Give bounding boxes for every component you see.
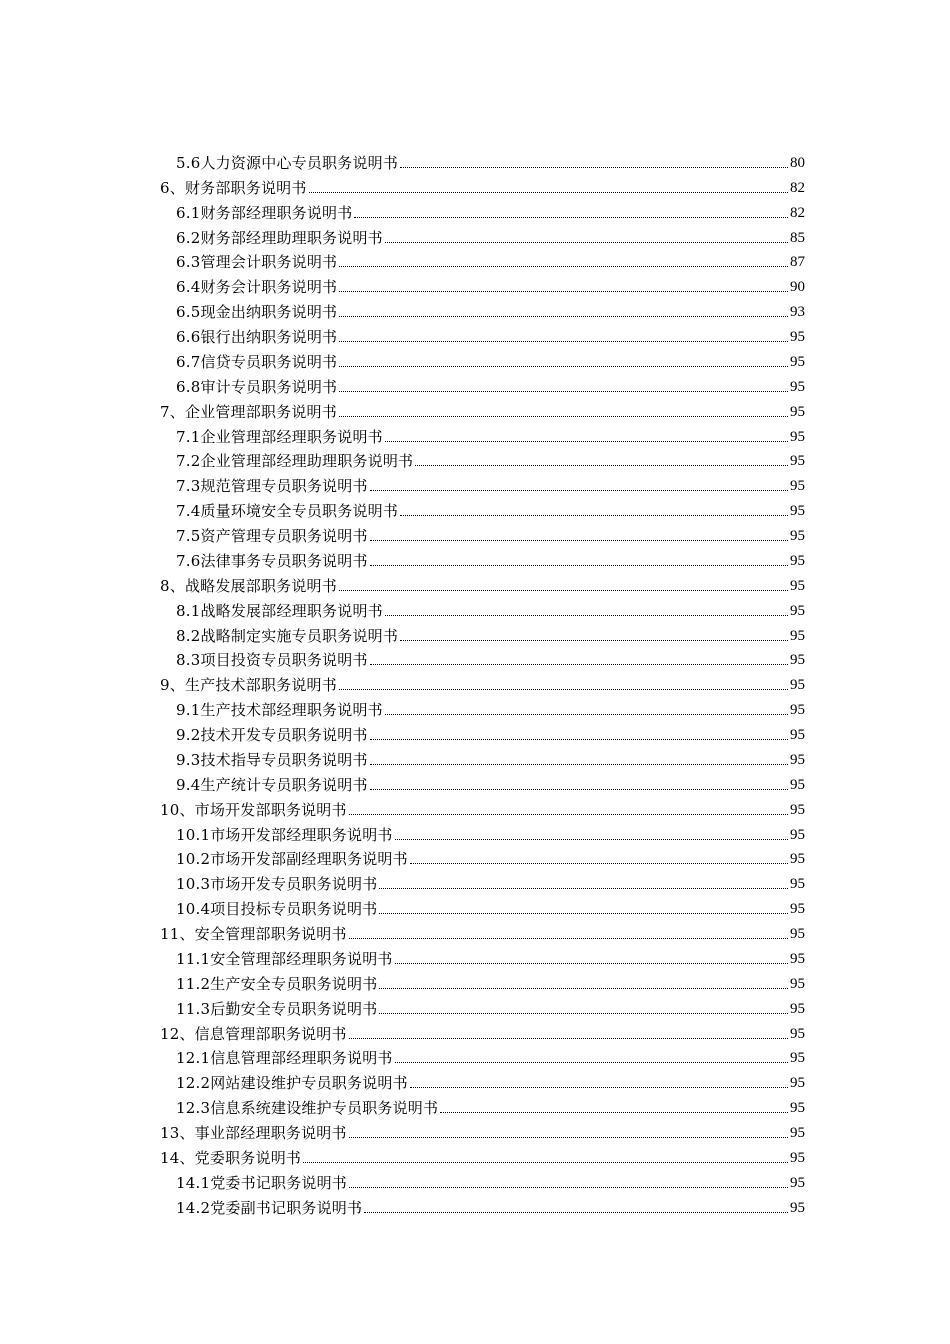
toc-entry[interactable] bbox=[160, 1143, 805, 1168]
toc-page-number: 95 bbox=[790, 453, 805, 470]
toc-page-number: 95 bbox=[790, 428, 805, 445]
dot-leader bbox=[339, 390, 788, 392]
toc-entry[interactable] bbox=[160, 695, 805, 720]
toc-entry-title: 6.7信贷专员职务说明书 bbox=[176, 352, 338, 371]
toc-page-number: 95 bbox=[790, 577, 805, 594]
dot-leader bbox=[379, 912, 788, 914]
toc-entry[interactable] bbox=[160, 621, 805, 646]
dot-leader bbox=[303, 1161, 788, 1163]
dot-leader bbox=[385, 241, 788, 243]
toc-entry-title: 7.5资产管理专员职务说明书 bbox=[176, 527, 368, 545]
toc-entry[interactable] bbox=[160, 397, 805, 422]
toc-entry[interactable] bbox=[160, 1068, 805, 1093]
toc-entry[interactable] bbox=[160, 869, 805, 894]
toc-entry-title: 13、事业部经理职务说明书 bbox=[160, 1124, 347, 1142]
toc-entry[interactable] bbox=[160, 297, 805, 322]
toc-page-number: 95 bbox=[790, 1075, 805, 1092]
toc-page-number: 95 bbox=[790, 403, 805, 420]
toc-page-number: 95 bbox=[790, 1050, 805, 1067]
toc-entry[interactable] bbox=[160, 894, 805, 919]
toc-entry-title: 7.6法律事务专员职务说明书 bbox=[176, 551, 368, 570]
toc-entry[interactable] bbox=[160, 670, 805, 695]
dot-leader bbox=[339, 290, 788, 292]
toc-entry-title: 9.2技术开发专员职务说明书 bbox=[176, 726, 368, 744]
toc-entry[interactable] bbox=[160, 447, 805, 472]
toc-entry-title: 6.4财务会计职务说明书 bbox=[176, 278, 338, 297]
toc-page-number: 95 bbox=[790, 950, 805, 967]
toc-entry-title: 9、生产技术部职务说明书 bbox=[160, 676, 337, 695]
toc-entry-title: 12.2网站建设维护专员职务说明书 bbox=[176, 1074, 408, 1093]
toc-entry-title: 6、财务部职务说明书 bbox=[160, 178, 307, 197]
dot-leader bbox=[385, 440, 788, 442]
toc-entry-title: 8、战略发展部职务说明书 bbox=[160, 576, 337, 595]
toc-entry[interactable] bbox=[160, 521, 805, 546]
toc-entry-title: 12、信息管理部职务说明书 bbox=[160, 1024, 347, 1043]
toc-entry[interactable] bbox=[160, 347, 805, 372]
dot-leader bbox=[339, 315, 788, 317]
toc-entry-title: 10.4项目投标专员职务说明书 bbox=[176, 900, 378, 919]
toc-entry-title: 8.2战略制定实施专员职务说明书 bbox=[176, 626, 399, 645]
toc-page-number: 95 bbox=[790, 528, 805, 544]
toc-entry[interactable] bbox=[160, 969, 805, 994]
toc-entry-title: 9.3技术指导专员职务说明书 bbox=[176, 750, 368, 769]
dot-leader bbox=[349, 937, 788, 939]
toc-page-number: 95 bbox=[790, 627, 805, 644]
toc-page-number: 95 bbox=[790, 801, 805, 818]
toc-entry[interactable] bbox=[160, 745, 805, 770]
toc-entry-title: 14、党委职务说明书 bbox=[160, 1148, 302, 1167]
toc-page-number: 95 bbox=[790, 677, 805, 694]
toc-entry-title: 7、企业管理部职务说明书 bbox=[160, 402, 337, 421]
toc-entry[interactable] bbox=[160, 1193, 805, 1218]
toc-entry[interactable] bbox=[160, 1019, 805, 1044]
toc-entry[interactable] bbox=[160, 272, 805, 297]
toc-entry[interactable] bbox=[160, 471, 805, 496]
toc-entry-title: 6.6银行出纳职务说明书 bbox=[176, 328, 338, 346]
toc-page-number: 95 bbox=[790, 826, 805, 843]
toc-entry-title: 10.2市场开发部副经理职务说明书 bbox=[176, 850, 408, 869]
toc-entry[interactable] bbox=[160, 1093, 805, 1118]
toc-entry[interactable] bbox=[160, 223, 805, 248]
dot-leader bbox=[349, 1136, 788, 1138]
toc-entry-title: 6.5现金出纳职务说明书 bbox=[176, 303, 338, 322]
toc-entry-title: 8.1战略发展部经理职务说明书 bbox=[176, 601, 383, 620]
dot-leader bbox=[339, 265, 788, 267]
toc-entry-title: 10.1市场开发部经理职务说明书 bbox=[176, 825, 393, 844]
toc-page-number: 95 bbox=[790, 702, 805, 719]
toc-entry[interactable] bbox=[160, 944, 805, 969]
toc-entry-title: 7.4质量环境安全专员职务说明书 bbox=[176, 502, 399, 521]
toc-page-number: 95 bbox=[790, 851, 805, 868]
dot-leader bbox=[415, 464, 788, 466]
toc-page-number: 95 bbox=[790, 652, 805, 669]
toc-page-number: 95 bbox=[790, 1149, 805, 1166]
toc-entry[interactable] bbox=[160, 596, 805, 621]
dot-leader bbox=[354, 216, 788, 218]
dot-leader bbox=[410, 862, 788, 864]
toc-page-number: 85 bbox=[790, 229, 805, 246]
dot-leader bbox=[349, 813, 788, 815]
toc-page-number: 95 bbox=[790, 776, 805, 793]
dot-leader bbox=[410, 1086, 788, 1088]
dot-leader bbox=[370, 663, 788, 665]
toc-page-number: 95 bbox=[790, 1000, 805, 1017]
dot-leader bbox=[339, 688, 788, 690]
dot-leader bbox=[385, 713, 788, 715]
toc-page-number: 95 bbox=[790, 602, 805, 619]
toc-entry[interactable] bbox=[160, 845, 805, 870]
toc-entry[interactable] bbox=[160, 820, 805, 845]
toc-entry[interactable] bbox=[160, 322, 805, 347]
dot-leader bbox=[364, 1211, 788, 1213]
toc-entry[interactable] bbox=[160, 571, 805, 596]
toc-page-number: 95 bbox=[790, 727, 805, 743]
toc-page-number: 90 bbox=[790, 279, 805, 296]
toc-entry-title: 12.1信息管理部经理职务说明书 bbox=[176, 1049, 393, 1068]
toc-entry-title: 9.1生产技术部经理职务说明书 bbox=[176, 701, 383, 720]
toc-page-number: 95 bbox=[790, 901, 805, 918]
toc-page-number: 80 bbox=[790, 154, 805, 171]
toc-entry[interactable] bbox=[160, 1044, 805, 1069]
dot-leader bbox=[339, 340, 788, 342]
toc-page-number: 87 bbox=[790, 254, 805, 271]
dot-leader bbox=[370, 489, 788, 491]
toc-entry-title: 7.3规范管理专员职务说明书 bbox=[176, 477, 368, 496]
toc-entry-title: 6.1财务部经理职务说明书 bbox=[176, 203, 353, 222]
toc-entry[interactable] bbox=[160, 148, 805, 173]
toc-entry-title: 9.4生产统计专员职务说明书 bbox=[176, 775, 368, 794]
dot-leader bbox=[440, 1111, 788, 1113]
toc-entry[interactable] bbox=[160, 919, 805, 944]
toc-entry[interactable] bbox=[160, 422, 805, 447]
dot-leader bbox=[349, 1037, 788, 1039]
toc-entry[interactable] bbox=[160, 173, 805, 198]
toc-page-number: 93 bbox=[790, 304, 805, 321]
toc-entry[interactable] bbox=[160, 372, 805, 397]
dot-leader bbox=[370, 738, 788, 740]
toc-entry[interactable] bbox=[160, 994, 805, 1019]
toc-page-number: 95 bbox=[790, 975, 805, 992]
toc-entry[interactable] bbox=[160, 795, 805, 820]
dot-leader bbox=[400, 514, 788, 516]
toc-page-number: 95 bbox=[790, 353, 805, 370]
toc-page-number: 95 bbox=[790, 1199, 805, 1216]
dot-leader bbox=[339, 589, 788, 591]
dot-leader bbox=[400, 166, 788, 168]
toc-entry[interactable] bbox=[160, 1118, 805, 1143]
toc-entry-title: 11.1安全管理部经理职务说明书 bbox=[176, 949, 393, 968]
toc-page-number: 95 bbox=[790, 926, 805, 942]
toc-entry-title: 10、市场开发部职务说明书 bbox=[160, 800, 347, 819]
toc-entry[interactable] bbox=[160, 720, 805, 745]
toc-entry-title: 11、安全管理部职务说明书 bbox=[160, 925, 347, 943]
toc-entry-title: 7.2企业管理部经理助理职务说明书 bbox=[176, 452, 414, 471]
toc-page-number: 95 bbox=[790, 876, 805, 893]
dot-leader bbox=[370, 788, 788, 790]
toc-page-number: 95 bbox=[790, 503, 805, 520]
toc-page-number: 95 bbox=[790, 378, 805, 395]
toc-entry-title: 6.3管理会计职务说明书 bbox=[176, 253, 338, 272]
dot-leader bbox=[370, 539, 788, 541]
toc-page-number: 95 bbox=[790, 329, 805, 345]
toc-page-number: 95 bbox=[790, 552, 805, 569]
toc-entry[interactable] bbox=[160, 1168, 805, 1193]
toc-entry-title: 5.6人力资源中心专员职务说明书 bbox=[176, 153, 399, 172]
dot-leader bbox=[339, 415, 788, 417]
dot-leader bbox=[349, 1186, 788, 1188]
toc-page-number: 95 bbox=[790, 1125, 805, 1141]
toc-page-number: 95 bbox=[790, 751, 805, 768]
table-of-contents bbox=[160, 148, 805, 1218]
toc-entry[interactable] bbox=[160, 770, 805, 795]
toc-entry-title: 8.3项目投资专员职务说明书 bbox=[176, 651, 368, 670]
toc-entry[interactable] bbox=[160, 546, 805, 571]
toc-entry-title: 11.3后勤安全专员职务说明书 bbox=[176, 999, 378, 1018]
toc-entry-title: 6.2财务部经理助理职务说明书 bbox=[176, 228, 383, 247]
toc-entry[interactable] bbox=[160, 646, 805, 671]
dot-leader bbox=[395, 1061, 788, 1063]
dot-leader bbox=[385, 614, 788, 616]
toc-page-number: 95 bbox=[790, 1025, 805, 1042]
toc-page-number: 95 bbox=[790, 1100, 805, 1117]
dot-leader bbox=[339, 365, 788, 367]
toc-entry-title: 14.2党委副书记职务说明书 bbox=[176, 1198, 363, 1217]
toc-entry[interactable] bbox=[160, 248, 805, 273]
toc-page-number: 82 bbox=[790, 179, 805, 196]
toc-page-number: 82 bbox=[790, 204, 805, 221]
dot-leader bbox=[370, 564, 788, 566]
toc-entry-title: 12.3信息系统建设维护专员职务说明书 bbox=[176, 1099, 439, 1118]
toc-entry[interactable] bbox=[160, 496, 805, 521]
dot-leader bbox=[395, 962, 788, 964]
toc-entry[interactable] bbox=[160, 198, 805, 223]
toc-entry-title: 10.3市场开发专员职务说明书 bbox=[176, 875, 378, 894]
toc-entry-title: 6.8审计专员职务说明书 bbox=[176, 377, 338, 396]
dot-leader bbox=[379, 987, 788, 989]
toc-page-number: 95 bbox=[790, 478, 805, 495]
toc-entry-title: 11.2生产安全专员职务说明书 bbox=[176, 974, 378, 993]
dot-leader bbox=[379, 1012, 788, 1014]
toc-entry-title: 14.1党委书记职务说明书 bbox=[176, 1173, 347, 1192]
dot-leader bbox=[395, 838, 788, 840]
toc-entry-title: 7.1企业管理部经理职务说明书 bbox=[176, 427, 383, 446]
toc-page-number: 95 bbox=[790, 1174, 805, 1191]
dot-leader bbox=[379, 887, 788, 889]
dot-leader bbox=[370, 763, 788, 765]
dot-leader bbox=[309, 191, 788, 193]
dot-leader bbox=[400, 639, 788, 641]
